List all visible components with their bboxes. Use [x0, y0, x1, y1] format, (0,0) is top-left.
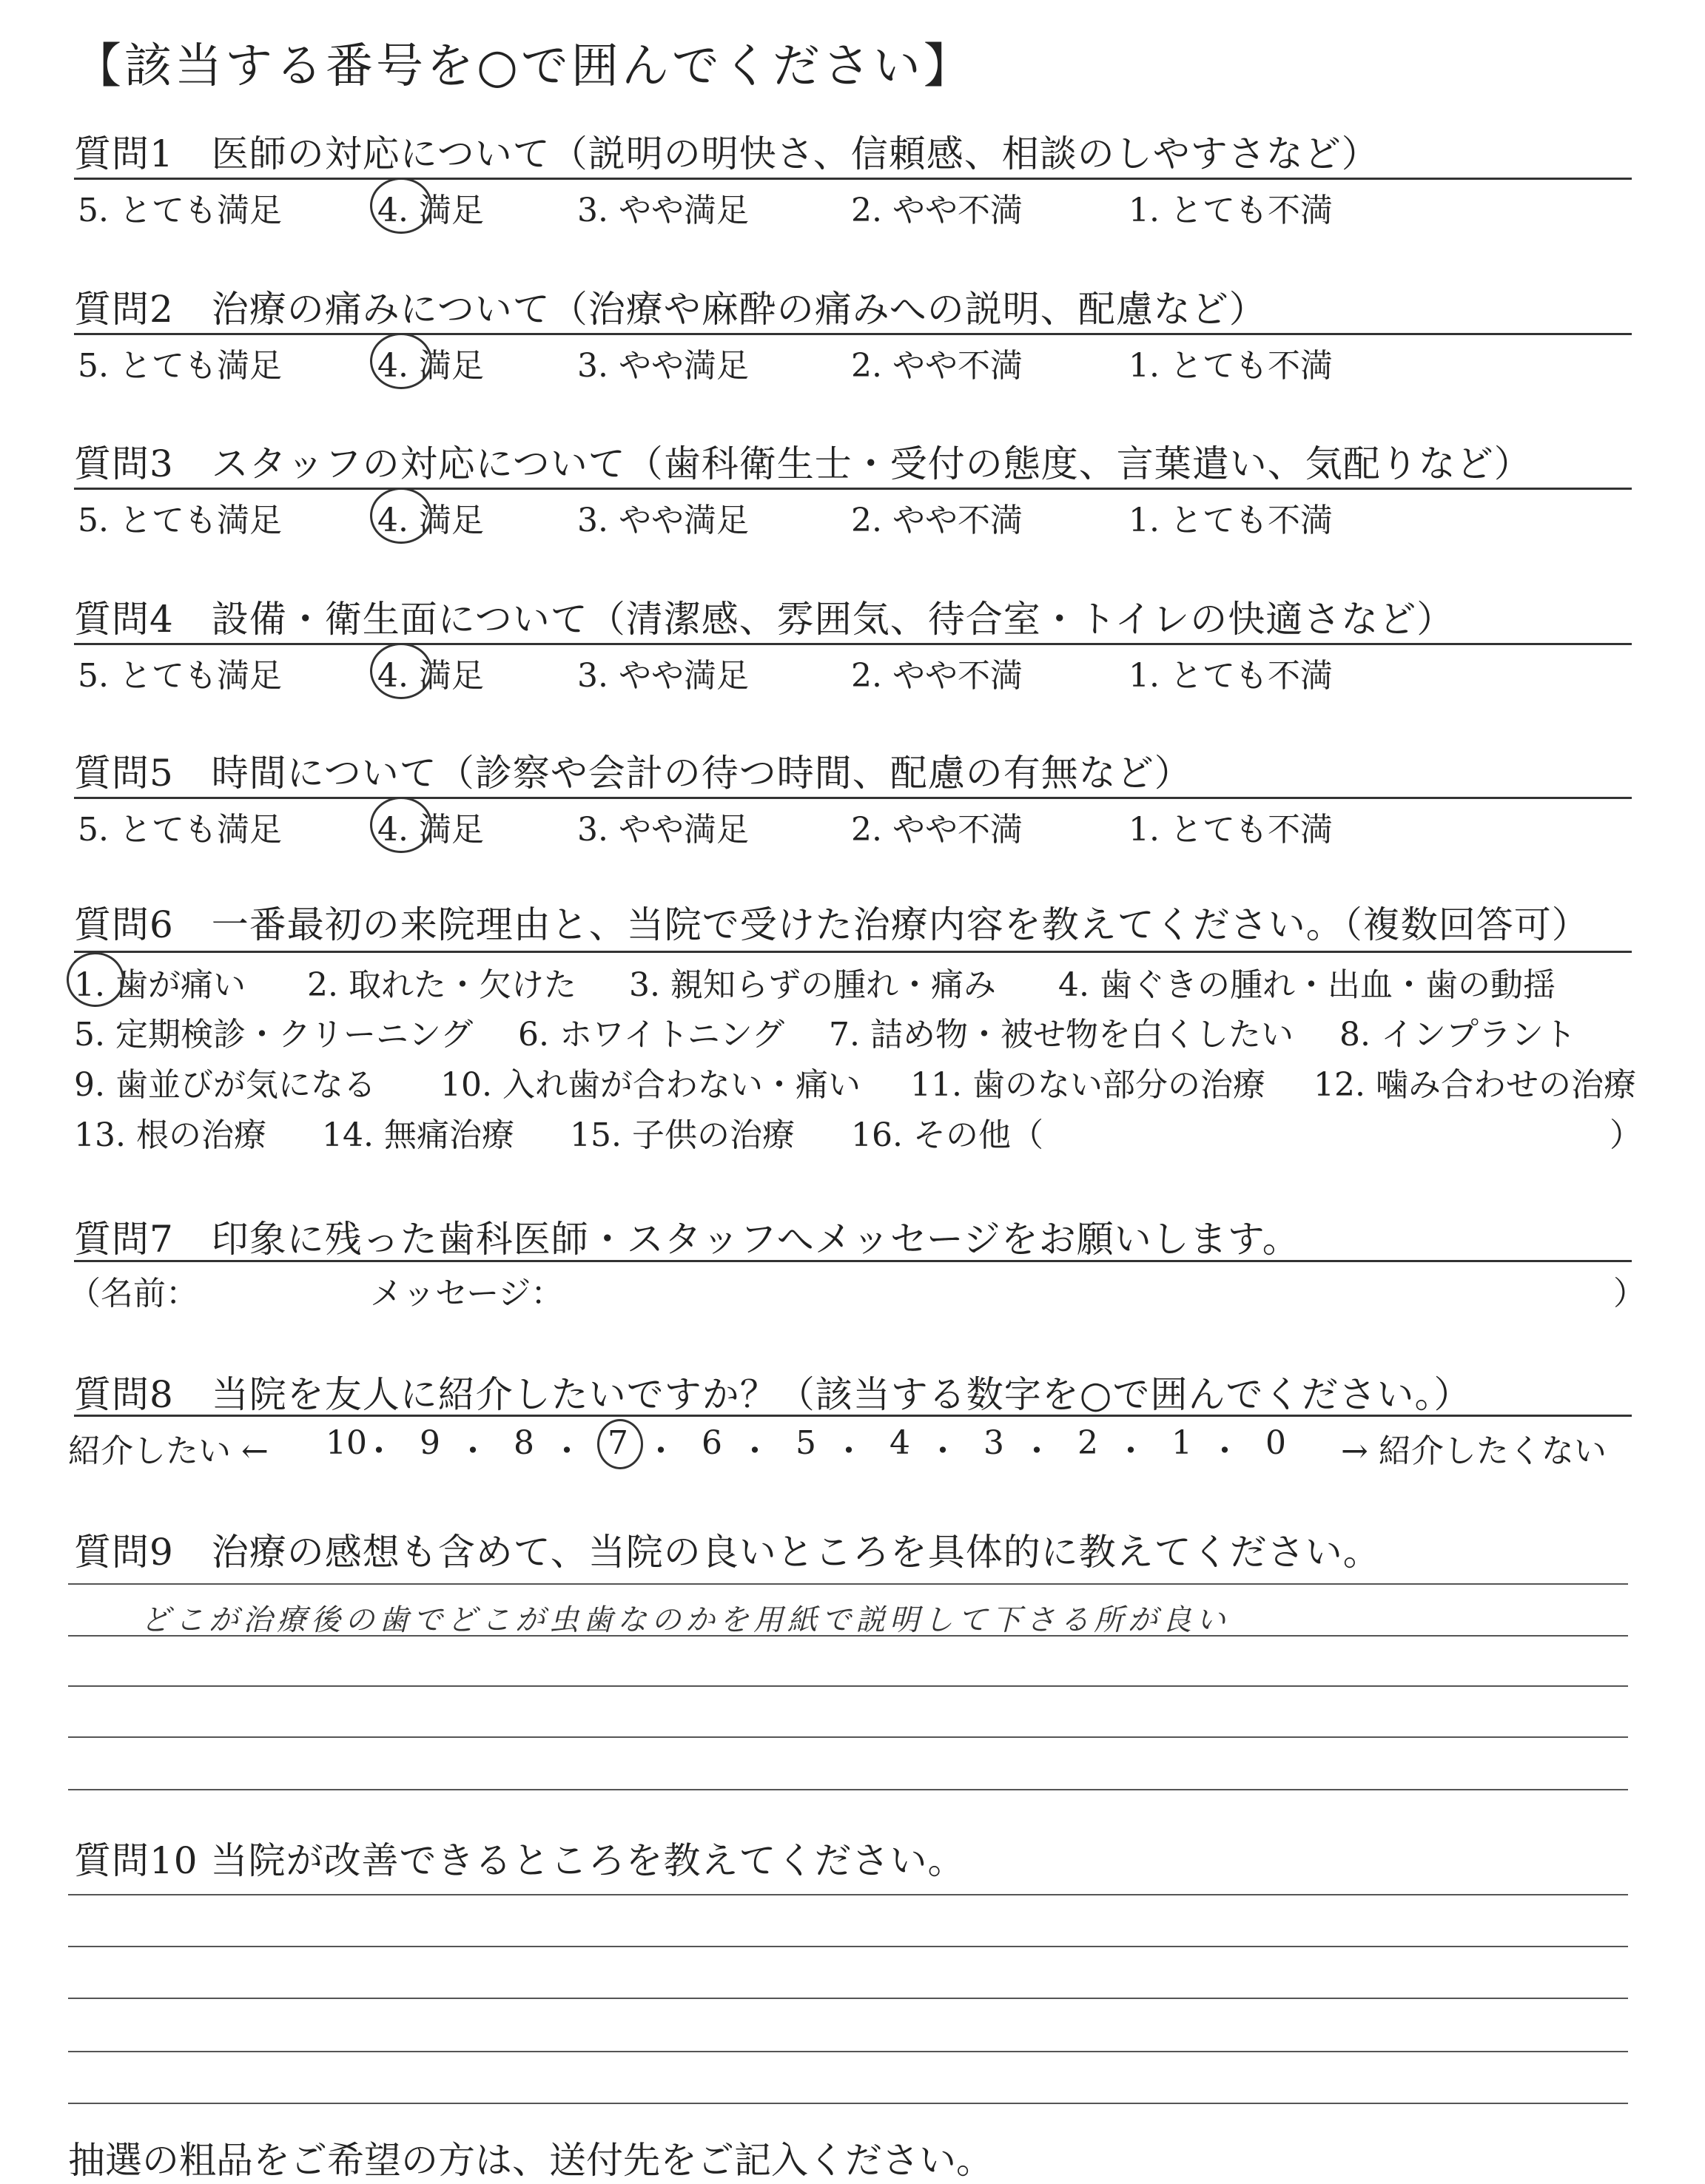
reason-option[interactable]: 11. 歯のない部分の治療	[910, 1066, 1265, 1104]
rating-option[interactable]: 4. 満足	[377, 347, 484, 385]
rating-option[interactable]: 3. やや満足	[577, 192, 749, 229]
answer-line	[68, 1998, 1628, 1999]
scale-separator: ・	[457, 1432, 489, 1470]
recommend-score-1[interactable]: 1	[1171, 1424, 1192, 1462]
reason-option[interactable]: 4. 歯ぐきの腫れ・出血・歯の動揺	[1058, 966, 1556, 1004]
question-3-rule	[74, 488, 1632, 490]
rating-option[interactable]: 4. 満足	[377, 811, 484, 849]
recommend-score-6[interactable]: 6	[702, 1424, 722, 1462]
rating-option[interactable]: 5. とても満足	[78, 811, 282, 849]
question-1-title: 質問1 医師の対応について（説明の明快さ、信頼感、相談のしやすさなど）	[74, 132, 1379, 175]
reason-option: ）	[1610, 1116, 1642, 1154]
scale-separator: ・	[1114, 1432, 1147, 1470]
scale-separator: ・	[1020, 1432, 1053, 1470]
footer-cut-text: 抽選の粗品をご希望の方は、送付先をご記入ください。	[68, 2139, 993, 2182]
selection-circle	[370, 643, 432, 699]
scale-separator: ・	[927, 1432, 959, 1470]
recommend-score-0[interactable]: 0	[1265, 1424, 1286, 1462]
reason-option[interactable]: 5. 定期検診・クリーニング	[74, 1016, 474, 1054]
reason-option[interactable]: 15. 子供の治療	[570, 1116, 795, 1154]
reason-option[interactable]: 2. 取れた・欠けた	[307, 966, 576, 1004]
question-5	[74, 744, 1628, 797]
rating-option[interactable]: 5. とても満足	[78, 192, 282, 229]
question-4-title: 質問4 設備・衛生面について（清潔感、雰囲気、待合室・トイレの快適さなど）	[74, 598, 1455, 641]
rating-option[interactable]: 4. 満足	[377, 502, 484, 539]
question-7-title: 質問7 印象に残った歯科医師・スタッフへメッセージをお願いします。	[74, 1218, 1300, 1261]
question-5-rule	[74, 797, 1632, 799]
answer-line	[68, 1583, 1628, 1585]
question-4-rule	[74, 643, 1632, 645]
rating-option[interactable]: 5. とても満足	[78, 502, 282, 539]
question-10-title: 質問10 当院が改善できるところを教えてください。	[74, 1839, 966, 1882]
question-10	[74, 1831, 1628, 1884]
question-1-rule	[74, 178, 1632, 180]
question-6-title: 質問6 一番最初の来院理由と、当院で受けた治療内容を教えてください。（複数回答可）	[74, 903, 1590, 946]
question-8-rule	[74, 1415, 1632, 1417]
reason-option[interactable]: 12. 噛み合わせの治療	[1314, 1066, 1636, 1104]
rating-option[interactable]: 3. やや満足	[577, 811, 749, 849]
rating-option[interactable]: 5. とても満足	[78, 657, 282, 695]
rating-option[interactable]: 2. やや不満	[851, 502, 1023, 539]
rating-option[interactable]: 3. やや満足	[577, 502, 749, 539]
reason-option[interactable]: 6. ホワイトニング	[518, 1016, 785, 1054]
scale-separator: ・	[833, 1432, 865, 1470]
scale-separator: ・	[363, 1432, 395, 1470]
scale-separator: ・	[1208, 1432, 1241, 1470]
recommend-score-10[interactable]: 10	[326, 1424, 367, 1462]
question-6	[74, 895, 1628, 948]
selection-circle	[370, 178, 432, 234]
message-close: ）	[1613, 1275, 1646, 1312]
recommend-score-9[interactable]: 9	[420, 1424, 440, 1462]
reason-option[interactable]: 3. 親知らずの腫れ・痛み	[629, 966, 996, 1004]
scale-separator: ・	[739, 1432, 771, 1470]
question-6-rule	[74, 951, 1632, 953]
rating-option[interactable]: 3. やや満足	[577, 657, 749, 695]
answer-line	[68, 1685, 1628, 1687]
reason-option[interactable]: 1. 歯が痛い	[74, 966, 246, 1004]
question-8-title: 質問8 当院を友人に紹介したいですか？（該当する数字を○で囲んでください。）	[74, 1373, 1472, 1416]
rating-option[interactable]: 3. やや満足	[577, 347, 749, 385]
rating-option[interactable]: 2. やや不満	[851, 811, 1023, 849]
rating-option[interactable]: 1. とても不満	[1129, 192, 1333, 229]
question-5-title: 質問5 時間について（診察や会計の待つ時間、配慮の有無など）	[74, 752, 1192, 795]
question-3-title: 質問3 スタッフの対応について（歯科衛生士・受付の態度、言葉遣い、気配りなど）	[74, 442, 1532, 485]
question-2-rule	[74, 333, 1632, 335]
recommend-score-2[interactable]: 2	[1077, 1424, 1098, 1462]
recommend-score-5[interactable]: 5	[796, 1424, 816, 1462]
question-7	[74, 1210, 1628, 1263]
question-9-answer: どこが治療後の歯でどこが虫歯なのかを用紙で説明して下さる所が良い	[141, 1603, 1230, 1637]
question-7-rule	[74, 1260, 1632, 1262]
rating-option[interactable]: 1. とても不満	[1129, 347, 1333, 385]
instruction-header: 【該当する番号を○で囲んでください】	[74, 39, 974, 94]
scale-separator: ・	[645, 1432, 677, 1470]
question-9	[74, 1523, 1628, 1576]
selection-circle	[370, 797, 432, 853]
question-8	[74, 1365, 1628, 1418]
question-3	[74, 434, 1628, 488]
recommend-left-label: 紹介したい ←	[68, 1432, 269, 1470]
answer-line	[68, 2103, 1628, 2104]
recommend-score-8[interactable]: 8	[514, 1424, 534, 1462]
rating-option[interactable]: 2. やや不満	[851, 347, 1023, 385]
answer-line	[68, 1894, 1628, 1895]
question-1	[74, 124, 1628, 178]
rating-option[interactable]: 4. 満足	[377, 192, 484, 229]
rating-option[interactable]: 1. とても不満	[1129, 502, 1333, 539]
answer-line	[68, 1789, 1628, 1790]
answer-line	[68, 1946, 1628, 1947]
reason-option[interactable]: 8. インプラント	[1339, 1016, 1576, 1054]
selection-circle	[67, 952, 124, 1007]
question-9-title: 質問9 治療の感想も含めて、当院の良いところを具体的に教えてください。	[74, 1531, 1381, 1574]
rating-option[interactable]: 1. とても不満	[1129, 811, 1333, 849]
rating-option[interactable]: 2. やや不満	[851, 192, 1023, 229]
reason-option[interactable]: 16. その他（	[851, 1116, 1043, 1154]
selection-circle	[370, 333, 432, 389]
selection-circle	[597, 1419, 643, 1469]
reason-option[interactable]: 10. 入れ歯が合わない・痛い	[440, 1066, 861, 1104]
recommend-score-4[interactable]: 4	[890, 1424, 910, 1462]
recommend-right-label: → 紹介したくない	[1341, 1432, 1607, 1470]
question-2	[74, 280, 1628, 333]
reason-option[interactable]: 7. 詰め物・被せ物を白くしたい	[829, 1016, 1294, 1054]
selection-circle	[370, 488, 432, 544]
recommend-score-7[interactable]: 7	[608, 1424, 628, 1462]
rating-option[interactable]: 1. とても不満	[1129, 657, 1333, 695]
recommend-score-3[interactable]: 3	[983, 1424, 1004, 1462]
reason-option[interactable]: 9. 歯並びが気になる	[74, 1066, 376, 1104]
reason-option[interactable]: 13. 根の治療	[74, 1116, 266, 1154]
rating-option[interactable]: 5. とても満足	[78, 347, 282, 385]
rating-option[interactable]: 2. やや不満	[851, 657, 1023, 695]
scale-separator: ・	[551, 1432, 583, 1470]
answer-line	[68, 1736, 1628, 1738]
rating-option[interactable]: 4. 満足	[377, 657, 484, 695]
question-4	[74, 590, 1628, 643]
answer-line	[68, 1635, 1628, 1637]
answer-line	[68, 2051, 1628, 2052]
name-label: （名前：	[68, 1275, 198, 1312]
reason-option[interactable]: 14. 無痛治療	[322, 1116, 514, 1154]
question-2-title: 質問2 治療の痛みについて（治療や麻酔の痛みへの説明、配慮など）	[74, 288, 1267, 331]
message-label: メッセージ：	[370, 1275, 564, 1312]
